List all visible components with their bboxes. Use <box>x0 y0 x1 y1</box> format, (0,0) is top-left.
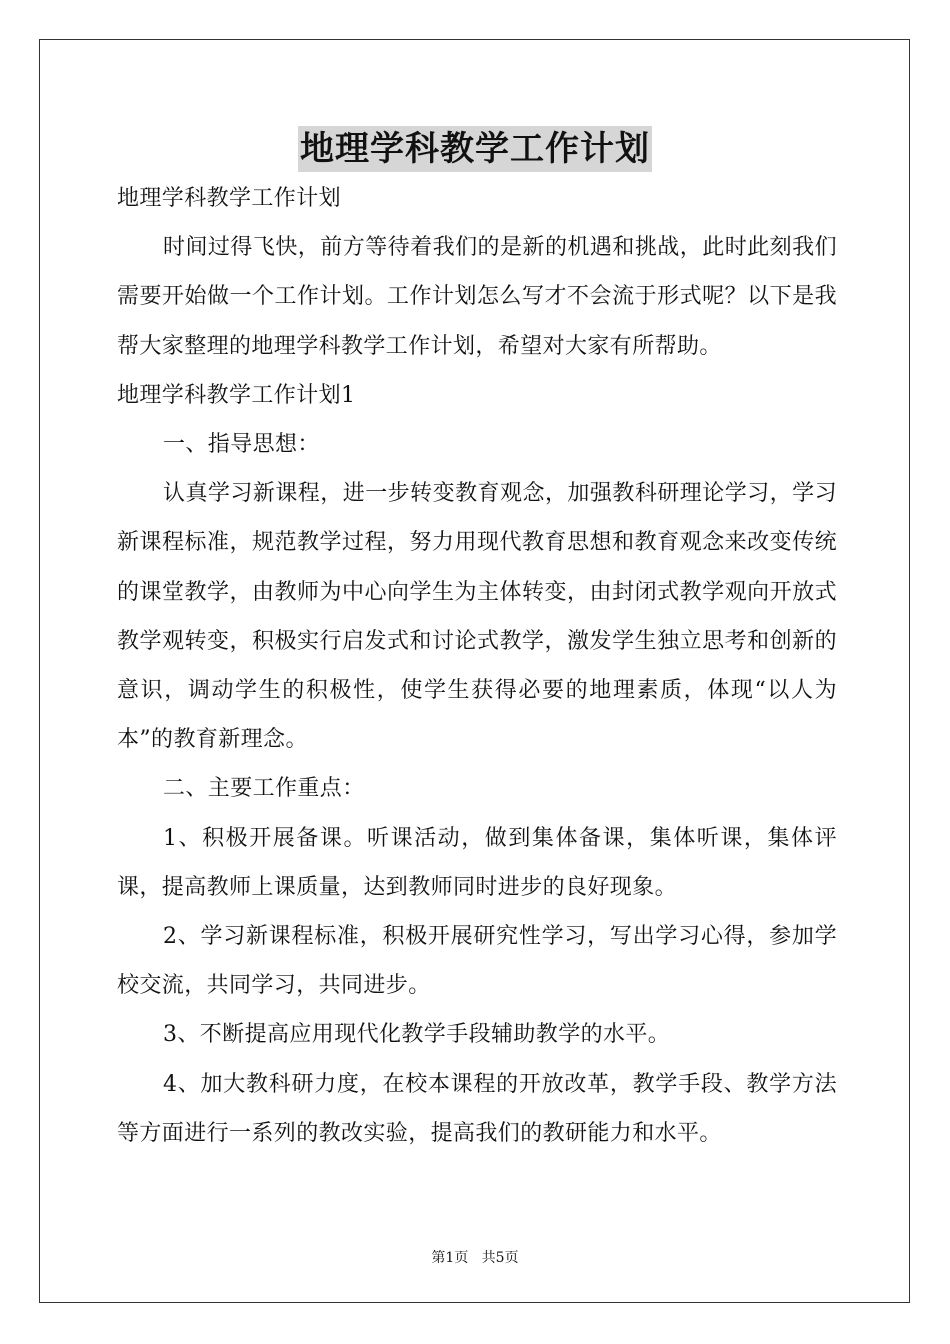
paragraph-heading-key-points: 二、主要工作重点： <box>163 776 365 802</box>
document-body <box>117 174 837 1158</box>
paragraph-point-4: 4、加大教科研力度，在校本课程的开放改革，教学手段、教学方法等方面进行一系列的教改实验，提高我们的教研能力和水平。 <box>117 1071 837 1146</box>
paragraph-subtitle: 地理学科教学工作计划 <box>117 186 342 211</box>
paragraph-point-3: 3、不断提高应用现代化教学手段辅助教学的水平。 <box>163 1022 671 1048</box>
paragraph-intro: 时间过得飞快，前方等待着我们的是新的机遇和挑战，此时此刻我们需要开始做一个工作计划。工作计划怎么写才不会流于形式呢？以下是我帮大家整理的地理学科教学工作计划，希望对大家有所帮助。 <box>117 235 837 359</box>
page-footer <box>0 1247 950 1267</box>
document-title <box>0 126 950 172</box>
paragraph-point-2: 2、学习新课程标准，积极开展研究性学习，写出学习心得，参加学校交流，共同学习，共同进步。 <box>117 924 837 999</box>
paragraph-point-1: 1、积极开展备课。听课活动，做到集体备课，集体听课，集体评课，提高教师上课质量，达到教师同时进步的良好现象。 <box>117 825 837 900</box>
page-number: 第1页 共5页 <box>431 1250 519 1266</box>
paragraph-guiding-idea: 认真学习新课程，进一步转变教育观念，加强教科研理论学习，学习新课程标准，规范教学过程，努力用现代教育思想和教育观念来改变传统的课堂教学，由教师为中心向学生为主体转变，由封闭式教学观向开放式教学观转变，积极实行启发式和讨论式教学，激发学生独立思考和创新的意识，调动学生的积极性，使学生获得必要的地理素质，体现“以人为本”的教育新理念。 <box>117 481 837 753</box>
document-title-text: 地理学科教学工作计划 <box>298 126 652 172</box>
paragraph-section-heading: 地理学科教学工作计划1 <box>117 382 356 408</box>
paragraph-heading-guiding-idea: 一、指导思想： <box>163 432 320 458</box>
